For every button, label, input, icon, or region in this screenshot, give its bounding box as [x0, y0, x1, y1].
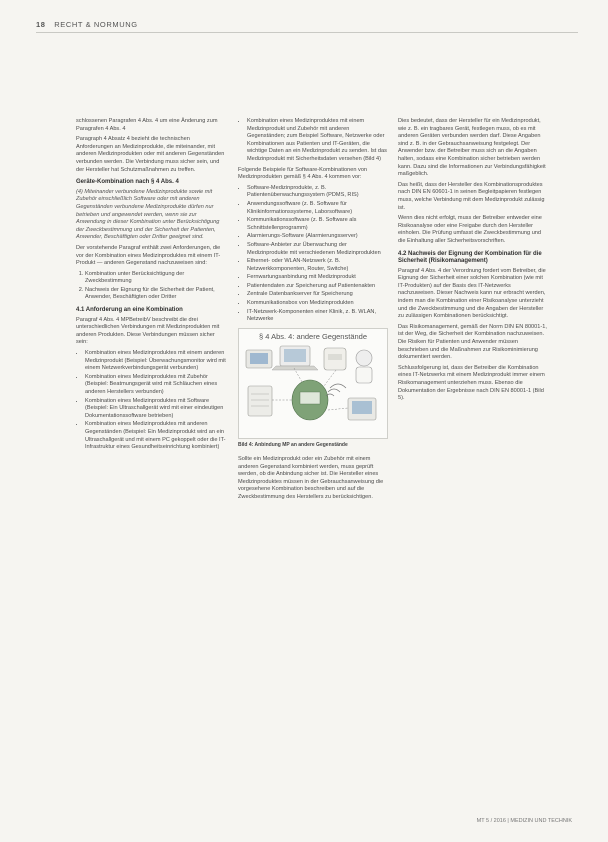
list-item: • Ethernet- oder WLAN-Netzwerk (z. B. Netzwerkkomponenten, Router, Switche) — [247, 258, 388, 273]
list-item: • Kommunikationsbox von Medizinprodukten — [247, 300, 388, 308]
list-item: 1. Kombination unter Berücksichtigung der Zweckbestimmung — [85, 271, 226, 286]
list-item: • Kombination eines Medizinproduktes mit einem anderen Medizinprodukt (Beispiel: Überwachungsmonitor wird mit einem Netzwerkverbindungsgerät verbunden) — [85, 350, 226, 373]
list-item: • Software-Anbieter zur Überwachung der Medizinprodukte mit verschiedenen Medizinprodukten — [247, 242, 388, 257]
figure-caption: Bild 4: Anbindung MP an andere Gegenstände — [238, 442, 348, 449]
column-right — [398, 118, 548, 406]
paragraph: Das Risikomanagement, gemäß der Norm DIN EN 80001-1, ist der Weg, die Sicherheit der Kombination nachzuweisen. Die Risiken für Patienten und Anwender müssen beschrieben und die Maßnahmen zur Risikominimierung dokumentiert werden. — [398, 323, 547, 361]
bullet-list — [238, 118, 388, 164]
list-item: • Kombination eines Medizinproduktes mit anderen Gegenständen (Beispiel: Ein Medizinprodukt wird an ein Ultraschallgerät und mit einem PC gekoppelt oder die IT-Infrastruktur eines Gesundheitseinrichtung kombiniert) — [85, 421, 226, 451]
bullet-list — [76, 350, 226, 452]
list-item: • Patientendaten zur Speicherung auf Patientenakten — [247, 283, 388, 291]
list-item: • Kombination eines Medizinproduktes mit Zubehör (Beispiel: Beatmungsgerät wird mit Schläuchen eines anderen Herstellers verbunden) — [85, 374, 226, 397]
paragraph: Der vorstehende Paragraf enthält zwei Anforderungen, die vor der Kombination eines Medizinproduktes mit einem IT-Produkt — anderen Gegenstand nachzuweisen sind: — [76, 244, 221, 267]
section-heading: 4.1 Anforderung an eine Kombination — [76, 307, 183, 314]
subheading: Geräte-Kombination nach § 4 Abs. 4 — [76, 179, 179, 186]
page-footer: MT 5 / 2016 | MEDIZIN UND TECHNIK — [476, 818, 572, 824]
paragraph: Schlussfolgerung ist, dass der Betreiber die Kombination eines IT-Netzwerks mit einem Medizinprodukt immer einem Risikomanagement unterziehen muss. Ebenso die Dokumentation der Ergebnisse nach DIN EN 80001-1 (Bild 5). — [398, 364, 545, 402]
column-middle — [238, 118, 388, 505]
section-heading: 4.2 Nachweis der Eignung der Kombination für die Sicherheit (Risikomanagement) — [398, 250, 542, 265]
paragraph: Dies bedeutet, dass der Hersteller für ein Medizinprodukt, wie z. B. ein tragbares Gerät, festlegen muss, ob es mit anderen Geräten verbunden werden darf. Diese Angaben sind z. B. in der Gebrauchsanweisung festgelegt. Der Anwender bzw. der Betreiber muss sich an die Angaben halten, sodass eine Kombination sicher betrieben werden kann. Dazu sind die Informationen zur Verbindungsfähigkeit maßgeblich. — [398, 118, 546, 178]
section-title: RECHT & NORMUNG — [54, 20, 138, 29]
list-item: • Anwendungssoftware (z. B. Software für Klinikinformationssysteme, Laborsoftware) — [247, 201, 388, 216]
paragraph: Paragraph 4 Absatz 4 bezieht die technischen Anforderungen an Medizinprodukte, die miteinander, mit anderen Medizinprodukten oder mit anderen Gegenständen verbunden werden. Die Verbindung muss sicher sein, und der Hersteller hat Schutzmaßnahmen zu treffen. — [76, 136, 225, 173]
figure-illustration — [240, 342, 386, 438]
list-item: • IT-Netzwerk-Komponenten einer Klinik, z. B. WLAN, Netzwerke — [247, 309, 388, 324]
running-header — [36, 20, 138, 29]
server-icon — [248, 386, 272, 416]
bullet-list — [238, 185, 388, 324]
wifi-icon — [326, 384, 346, 396]
header-rule — [36, 32, 578, 33]
paragraph: Das heißt, dass der Hersteller des Kombinationsproduktes nach DIN EN 60601-1 in seinen Begleitpapieren festlegen muss, welche Verbindung mit dem Medizinprodukt zulässig ist. — [398, 181, 545, 211]
list-item: • Fernwartungsanbindung mit Medizinprodukt — [247, 274, 388, 282]
list-item: • Kommunikationssoftware (z. B. Software als Schnittstellenprogramm) — [247, 217, 388, 232]
paragraph: schlossenen Paragrafen 4 Abs. 4 um eine Änderung zum Paragrafen 4 Abs. 4 — [76, 118, 218, 132]
paragraph: Paragraf 4 Abs. 4 der Verordnung fordert vom Betreiber, die Eignung der Sicherheit einer solchen Kombination (wie mit IT-Produkten) auf der Basis des IT-Netzwerks nachzuweisen. Dieser Nachweis kann nur erbracht werden, indem man die Kombination einer Risikoanalyse unterzieht und die Zweckbestimmung und die Angaben der Hersteller zu zulässigen Kombinationen berücksichtigt. — [398, 267, 546, 320]
list-item: • Kombination eines Medizinproduktes mit einem Medizinprodukt und Zubehör mit anderen Gegenständen; zum Beispiel Software, Netzwerke oder Kombinationen aus Patienten und IT-Geräten, die wichtige Daten an ein Medizinprodukt zu senden. Ist das Medizinprodukt mit Sicherheitsdaten versehen (Bild 4) — [247, 118, 388, 164]
list-item: • Zentrale Datenbankserver für Speicherung — [247, 291, 388, 299]
paragraph: Sollte ein Medizinprodukt oder ein Zubehör mit einem anderen Gegenstand kombiniert werden, muss geprüft werden, ob die Anbindung sicher ist. Die Hersteller eines Medizinproduktes müssen in der Gebrauchsanweisung die vorgesehene Kombination beschreiben und auf die Zweckbestimmung des Herstellers zu berücksichtigen. — [238, 456, 384, 500]
list-item: • Alarmierungs-Software (Alarmierungsserver) — [247, 233, 388, 241]
figure-title: § 4 Abs. 4: andere Gegenstände — [259, 331, 367, 341]
list-item: • Kombination eines Medizinproduktes mit Software (Beispiel: Ein Ultraschallgerät wird mit einer eindeutigen Dokumentationssoftware betrieben) — [85, 398, 226, 421]
monitor-screen — [250, 353, 268, 364]
numbered-list — [76, 271, 226, 302]
paragraph: Paragraf 4 Abs. 4 MPBetreibV beschreibt die drei unterschiedlichen Verbindungen mit Medizinprodukten mit anderen Produkten. Diese Verbindungen müssen sicher sein: — [76, 316, 220, 346]
person-icon — [356, 350, 372, 366]
list-item: • Software-Medizinprodukte, z. B. Patientenüberwachungssystem (PDMS, RIS) — [247, 185, 388, 200]
page-number: 18 — [36, 20, 46, 29]
list-item: 2. Nachweis der Eignung für die Sicherheit der Patient, Anwender, Beschäftigten oder Dritter — [85, 287, 226, 302]
paragraph: Folgende Beispiele für Software-Kombinationen von Medizinprodukten gemäß § 4 Abs. 4 kommen vor: — [238, 166, 368, 181]
quoted-law: (4) Miteinander verbundene Medizinprodukte sowie mit Zubehör einschließlich Software oder mit anderen Gegenständen verbundene Medizinprodukte dürfen nur betrieben und angewendet werden, wenn sie zur Anwendung in dieser Kombination unter Berücksichtigung der Zweckbestimmung und der Sicherheit der Patienten, Anwender, Beschäftigten oder Dritter geeignet sind. — [76, 188, 220, 241]
figure-4 — [238, 328, 388, 440]
paragraph: Wenn dies nicht erfolgt, muss der Betreiber entweder eine Risikoanalyse oder eine Freigabe durch den Hersteller einholen. Die Prüfung umfasst die Zweckbestimmung und die Einhaltung aller Sicherheitsvorschriften. — [398, 215, 542, 244]
column-left — [76, 118, 226, 455]
